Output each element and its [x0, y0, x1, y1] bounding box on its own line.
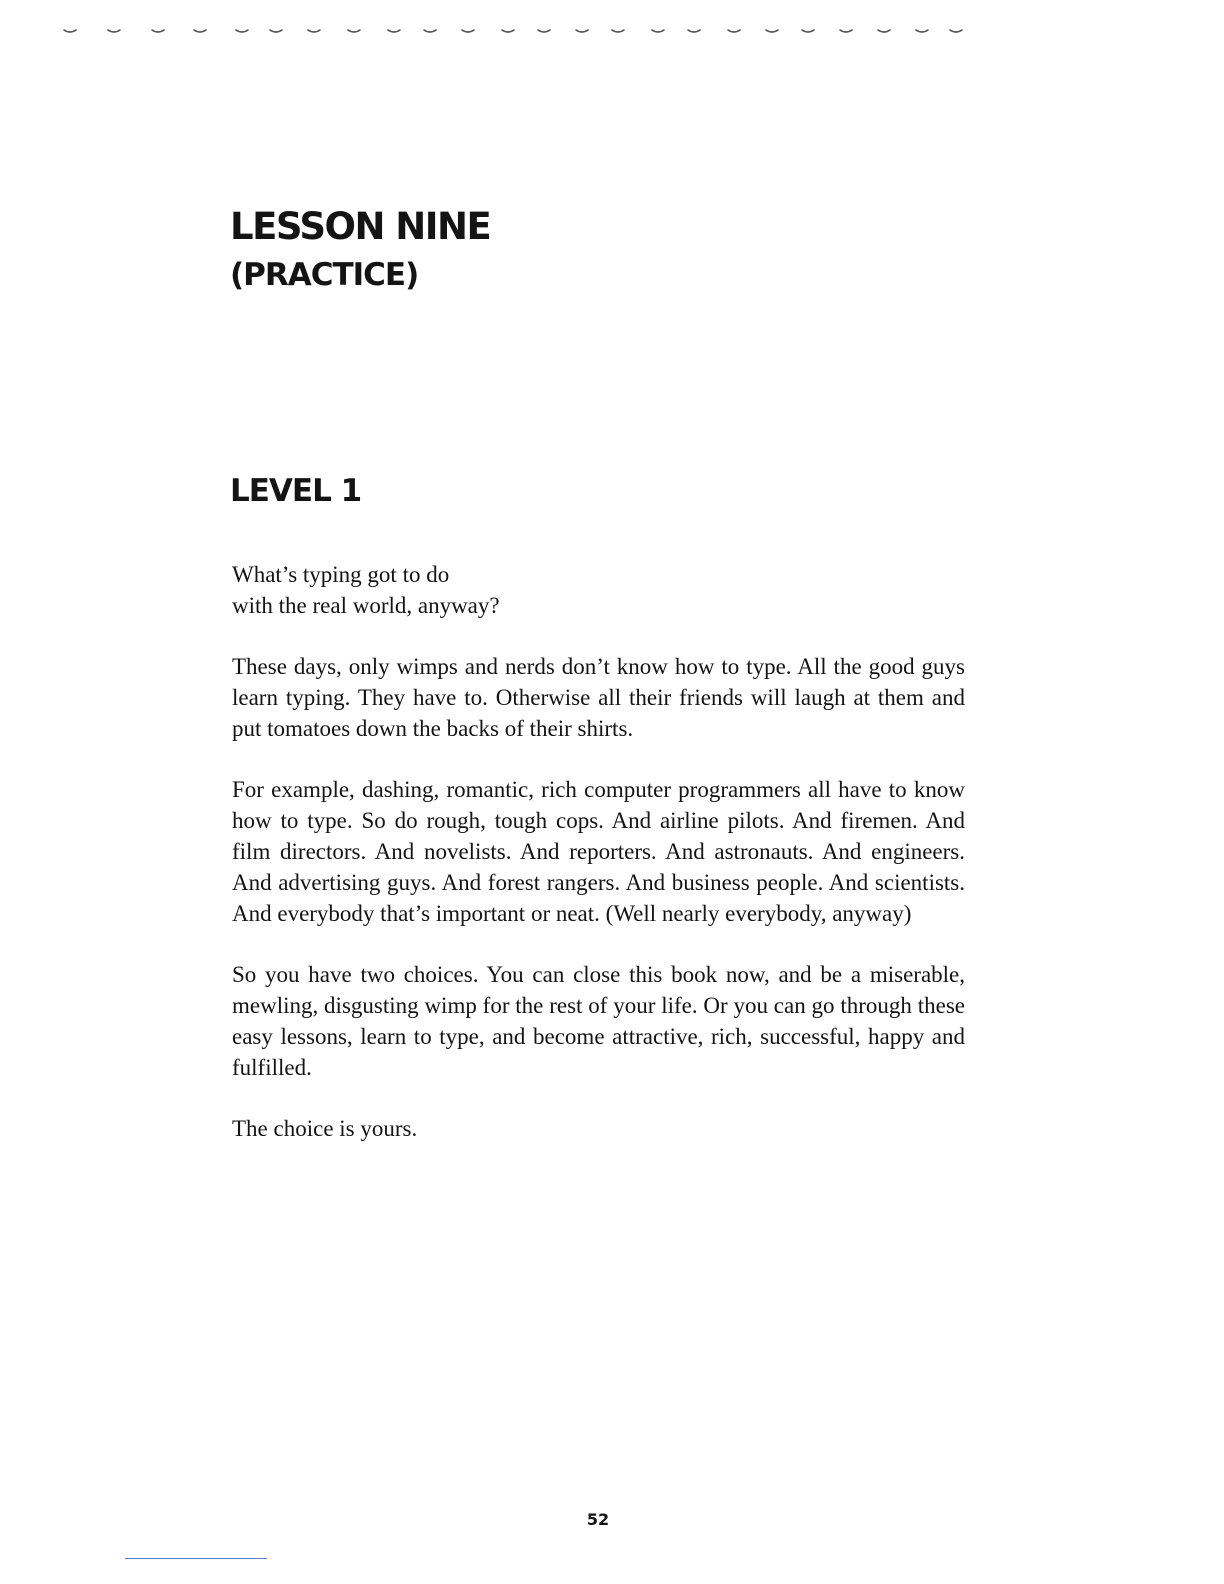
- body-text: [232, 559, 965, 1174]
- paragraph-choice-is-yours: The choice is yours.: [232, 1116, 418, 1141]
- binding-holes-decoration: [60, 22, 970, 42]
- footer-divider: [125, 1558, 267, 1559]
- paragraph-wimps-and-nerds: These days, only wimps and nerds don’t know how to type. All the good guys learn typing. They have to. Otherwise all their friends will laugh at them and put tomatoes down the backs of their shirts.: [232, 654, 965, 741]
- intro-question: [232, 559, 965, 621]
- level-heading: LEVEL 1: [230, 473, 362, 509]
- lesson-subtitle: (PRACTICE): [230, 257, 419, 293]
- paragraph-professions: For example, dashing, romantic, rich computer programmers all have to know how to type. So do rough, tough cops. And airline pilots. And firemen. And film directors. And novelists. And reporters. And astronauts. And engineers. And advertising guys. And forest rangers. And business people. And scientists. And everybody that’s important or neat. (Well nearly everybody, anyway): [232, 777, 965, 926]
- intro-line: with the real world, anyway?: [232, 593, 500, 618]
- paragraph-two-choices: So you have two choices. You can close this book now, and be a miserable, mewling, disgusting wimp for the rest of your life. Or you can go through these easy lessons, learn to type, and become attractive, rich, successful, happy and fulfilled.: [232, 962, 965, 1080]
- page-number: 52: [586, 1510, 610, 1529]
- intro-line: What’s typing got to do: [232, 562, 450, 587]
- lesson-title: LESSON NINE: [230, 205, 491, 248]
